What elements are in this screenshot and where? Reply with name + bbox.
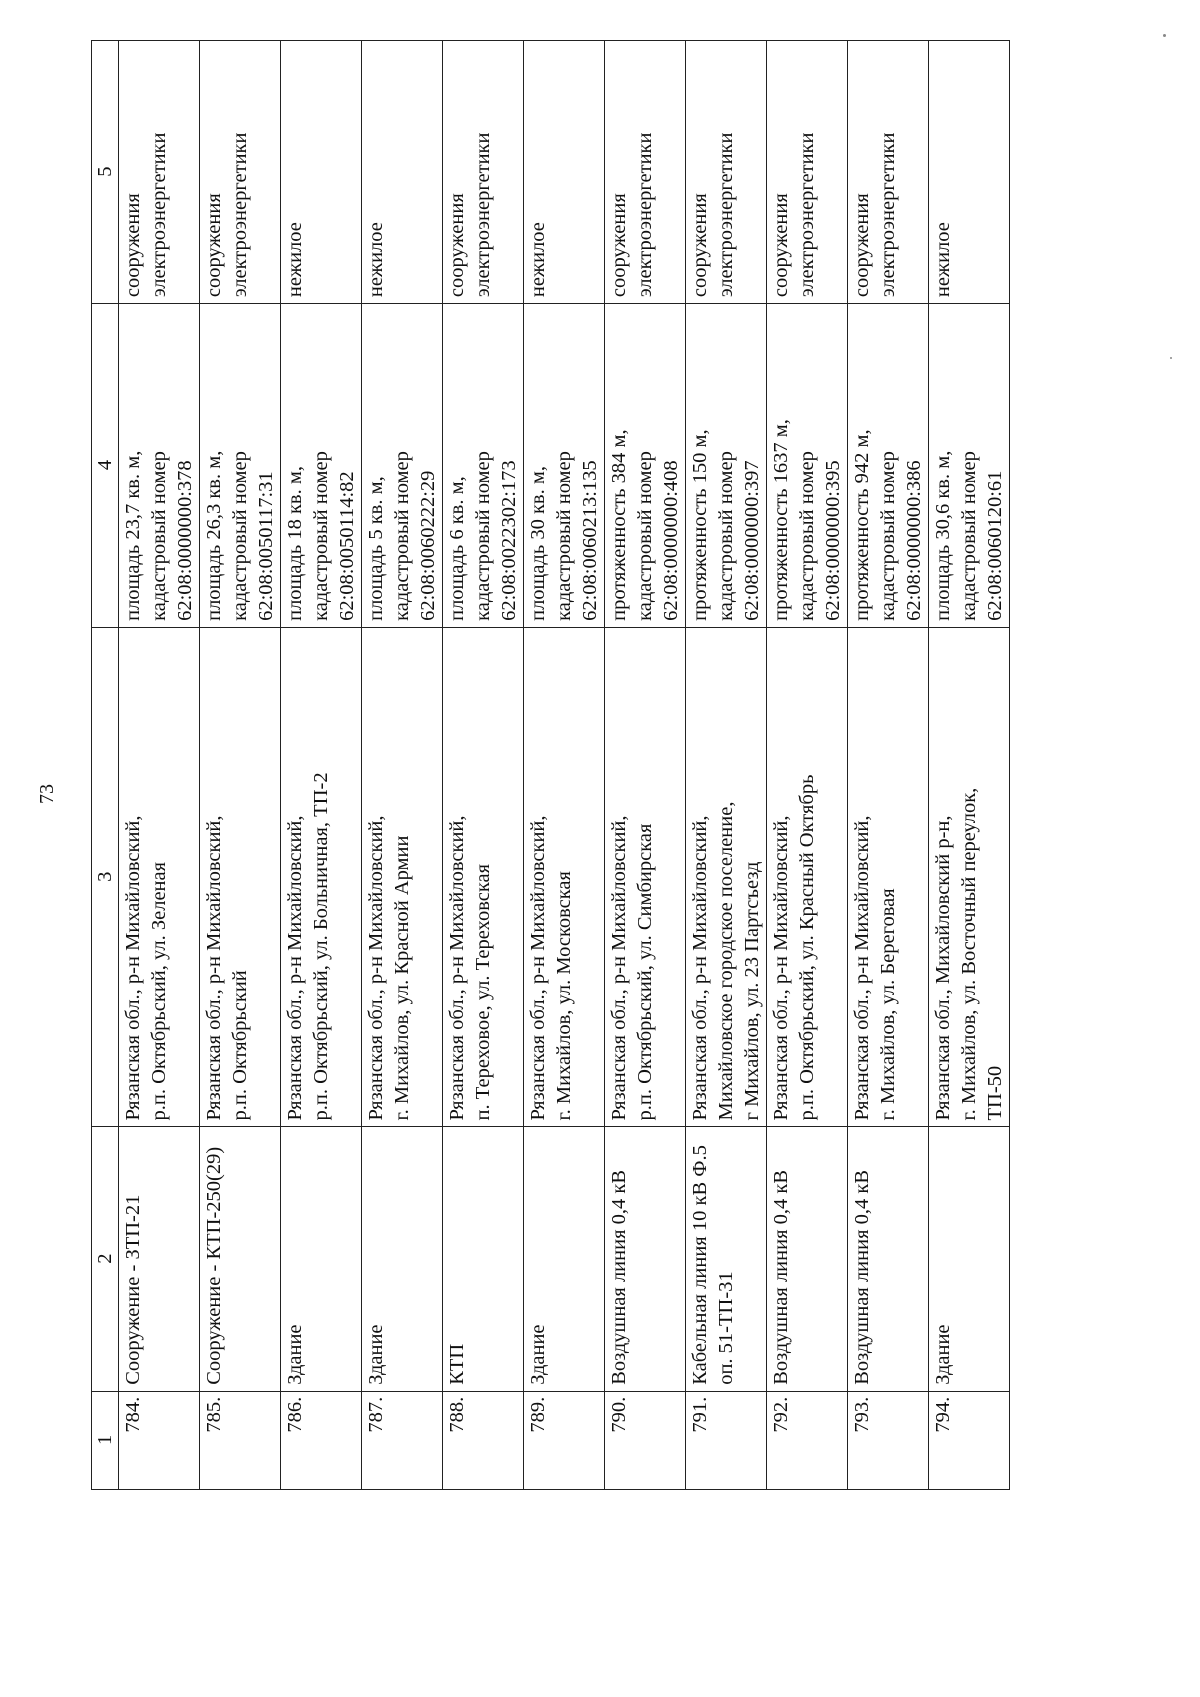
object-name-line: Здание [527,1324,549,1385]
address-line: р.п. Октябрьский, ул. Больничная, ТП-2 [310,772,332,1121]
purpose-line: электроэнергетики [634,132,656,298]
address-cell [605,627,686,1127]
characteristics-cell [767,304,848,628]
table-row [848,41,929,1490]
object-name-cell [605,1127,686,1391]
characteristics-line: площадь 26,3 кв. м, [203,450,225,621]
purpose-line: электроэнергетики [796,132,818,298]
object-name-cell [848,1127,929,1391]
purpose-line: электроэнергетики [877,132,899,298]
table-row [362,41,443,1490]
address-line: р.п. Октябрьский [229,970,251,1121]
address-cell [362,627,443,1127]
characteristics-cell [929,304,1010,628]
characteristics-cell [524,304,605,628]
characteristics-line: 62:08:0060213:135 [579,460,601,621]
object-name-line: КТП [446,1343,468,1385]
characteristics-line: 62:08:0000000:378 [174,460,196,621]
table-row [767,41,848,1490]
characteristics-line: кадастровый номер [148,451,170,621]
object-name-line: Кабельная линия 10 кВ Ф.5 [689,1145,711,1385]
address-line: Рязанская обл., р-н Михайловский, [284,815,306,1121]
address-line: Михайловское городское поселение, [715,801,737,1121]
purpose-line: сооружения [770,193,792,298]
address-line: Рязанская обл., р-н Михайловский, [527,815,549,1121]
address-line: Рязанская обл., р-н Михайловский, [689,815,711,1121]
address-line: р.п. Октябрьский, ул. Симбирская [634,823,656,1121]
address-line: ТП-50 [984,1065,1006,1121]
characteristics-line: 62:08:0060222:29 [417,470,439,621]
purpose-cell [686,41,767,304]
purpose-line: нежилое [284,222,306,298]
object-name-line: Сооружение - КТП-250(29) [203,1146,225,1385]
object-name-line: Здание [932,1324,954,1385]
purpose-line: электроэнергетики [715,132,737,298]
purpose-line: нежилое [527,222,549,298]
row-number-cell: 793. [848,1391,929,1489]
object-name-cell [200,1127,281,1391]
characteristics-line: 62:08:0050117:31 [255,471,277,621]
characteristics-line: кадастровый номер [391,451,413,621]
address-line: г. Михайлов, ул. Береговая [877,888,899,1121]
object-name-line: Сооружение - ЗТП-21 [122,1194,144,1385]
purpose-line: электроэнергетики [229,132,251,298]
table-row [686,41,767,1490]
characteristics-line: площадь 30,6 кв. м, [932,450,954,621]
row-number-cell: 792. [767,1391,848,1489]
address-cell [119,627,200,1127]
purpose-line: сооружения [851,193,873,298]
characteristics-cell [119,304,200,628]
registry-table [91,40,1010,1490]
purpose-cell [524,41,605,304]
purpose-cell [281,41,362,304]
column-number-1: 1 [92,1391,119,1489]
address-line: г. Михайлов, ул. Московская [553,871,575,1121]
address-cell [200,627,281,1127]
purpose-cell [767,41,848,304]
characteristics-line: 62:08:0050114:82 [336,471,358,621]
column-number-5: 5 [92,41,119,304]
purpose-line: сооружения [446,193,468,298]
characteristics-line: кадастровый номер [310,451,332,621]
characteristics-line: кадастровый номер [472,451,494,621]
characteristics-cell [686,304,767,628]
address-line: Рязанская обл., р-н Михайловский, [446,815,468,1121]
address-cell [524,627,605,1127]
purpose-line: сооружения [608,193,630,298]
characteristics-cell [605,304,686,628]
address-line: г. Михайлов, ул. Восточный переулок, [958,787,980,1121]
object-name-cell [443,1127,524,1391]
column-number-2: 2 [92,1127,119,1391]
characteristics-line: площадь 6 кв. м, [446,476,468,621]
row-number-cell: 790. [605,1391,686,1489]
purpose-line: электроэнергетики [472,132,494,298]
object-name-cell [119,1127,200,1391]
address-line: Рязанская обл., р-н Михайловский, [770,815,792,1121]
address-line: р.п. Октябрьский, ул. Красный Октябрь [796,774,818,1121]
characteristics-line: протяженность 942 м, [851,429,873,621]
characteristics-line: протяженность 1637 м, [770,419,792,621]
purpose-line: нежилое [365,222,387,298]
purpose-cell [443,41,524,304]
column-number-3: 3 [92,627,119,1127]
address-line: Рязанская обл., Михайловский р-н, [932,815,954,1121]
characteristics-line: кадастровый номер [877,451,899,621]
column-number-4: 4 [92,304,119,628]
object-name-line: Здание [284,1324,306,1385]
scan-speck [1170,357,1172,359]
row-number-cell: 785. [200,1391,281,1489]
row-number-cell: 794. [929,1391,1010,1489]
characteristics-line: кадастровый номер [715,451,737,621]
address-cell [929,627,1010,1127]
address-cell [686,627,767,1127]
object-name-line: оп. 51-ТП-31 [715,1271,737,1385]
address-line: Рязанская обл., р-н Михайловский, [122,815,144,1121]
characteristics-line: 62:08:0000000:397 [741,460,763,621]
address-line: Рязанская обл., р-н Михайловский, [203,815,225,1121]
row-number-cell: 787. [362,1391,443,1489]
table-row [200,41,281,1490]
object-name-cell [686,1127,767,1391]
characteristics-cell [200,304,281,628]
characteristics-line: 62:08:0000000:395 [822,460,844,621]
purpose-cell [362,41,443,304]
table-row [281,41,362,1490]
address-line: Рязанская обл., р-н Михайловский, [851,815,873,1121]
object-name-cell [362,1127,443,1391]
address-line: р.п. Октябрьский, ул. Зеленая [148,861,170,1121]
purpose-line: сооружения [122,193,144,298]
table-row [443,41,524,1490]
purpose-line: электроэнергетики [148,132,170,298]
registry-table-body [92,41,1010,1490]
row-number-cell: 784. [119,1391,200,1489]
characteristics-line: 62:08:0022302:173 [498,460,520,621]
object-name-line: Воздушная линия 0,4 кВ [851,1169,873,1385]
characteristics-line: кадастровый номер [958,451,980,621]
characteristics-cell [443,304,524,628]
characteristics-cell [848,304,929,628]
characteristics-line: кадастровый номер [634,451,656,621]
purpose-cell [119,41,200,304]
row-number-cell: 788. [443,1391,524,1489]
object-name-line: Здание [365,1324,387,1385]
object-name-cell [929,1127,1010,1391]
row-number-cell: 789. [524,1391,605,1489]
object-name-line: Воздушная линия 0,4 кВ [608,1169,630,1385]
row-number-cell: 786. [281,1391,362,1489]
address-cell [443,627,524,1127]
address-line: г. Михайлов, ул. Красной Армии [391,835,413,1121]
purpose-line: сооружения [203,193,225,298]
address-line: Рязанская обл., р-н Михайловский, [365,815,387,1121]
address-cell [281,627,362,1127]
characteristics-line: кадастровый номер [553,451,575,621]
registry-table-rotated [91,40,1006,1490]
purpose-line: сооружения [689,193,711,298]
characteristics-line: площадь 23,7 кв. м, [122,450,144,621]
object-name-cell [767,1127,848,1391]
address-line: Рязанская обл., р-н Михайловский, [608,815,630,1121]
table-row [929,41,1010,1490]
address-cell [848,627,929,1127]
characteristics-line: протяженность 384 м, [608,429,630,621]
table-row [524,41,605,1490]
characteristics-line: площадь 5 кв. м, [365,476,387,621]
characteristics-line: кадастровый номер [229,451,251,621]
characteristics-line: площадь 30 кв. м, [527,466,549,621]
object-name-cell [281,1127,362,1391]
purpose-cell [929,41,1010,304]
characteristics-line: 62:08:0000000:386 [903,460,925,621]
address-line: г Михайлов, ул. 23 Партсъезд [741,861,763,1121]
column-number-row [92,41,119,1490]
address-cell [767,627,848,1127]
page-number: 73 [36,784,58,804]
purpose-cell [848,41,929,304]
object-name-line: Воздушная линия 0,4 кВ [770,1169,792,1385]
characteristics-cell [362,304,443,628]
scan-speck [1163,34,1166,37]
table-row [119,41,200,1490]
purpose-line: нежилое [932,222,954,298]
characteristics-line: 62:08:0000000:408 [660,460,682,621]
purpose-cell [605,41,686,304]
table-row [605,41,686,1490]
characteristics-line: кадастровый номер [796,451,818,621]
characteristics-line: площадь 18 кв. м, [284,466,306,621]
row-number-cell: 791. [686,1391,767,1489]
address-line: п. Тереховое, ул. Тереховская [472,863,494,1121]
characteristics-line: 62:08:0060120:61 [984,470,1006,621]
purpose-cell [200,41,281,304]
characteristics-cell [281,304,362,628]
object-name-cell [524,1127,605,1391]
characteristics-line: протяженность 150 м, [689,429,711,621]
